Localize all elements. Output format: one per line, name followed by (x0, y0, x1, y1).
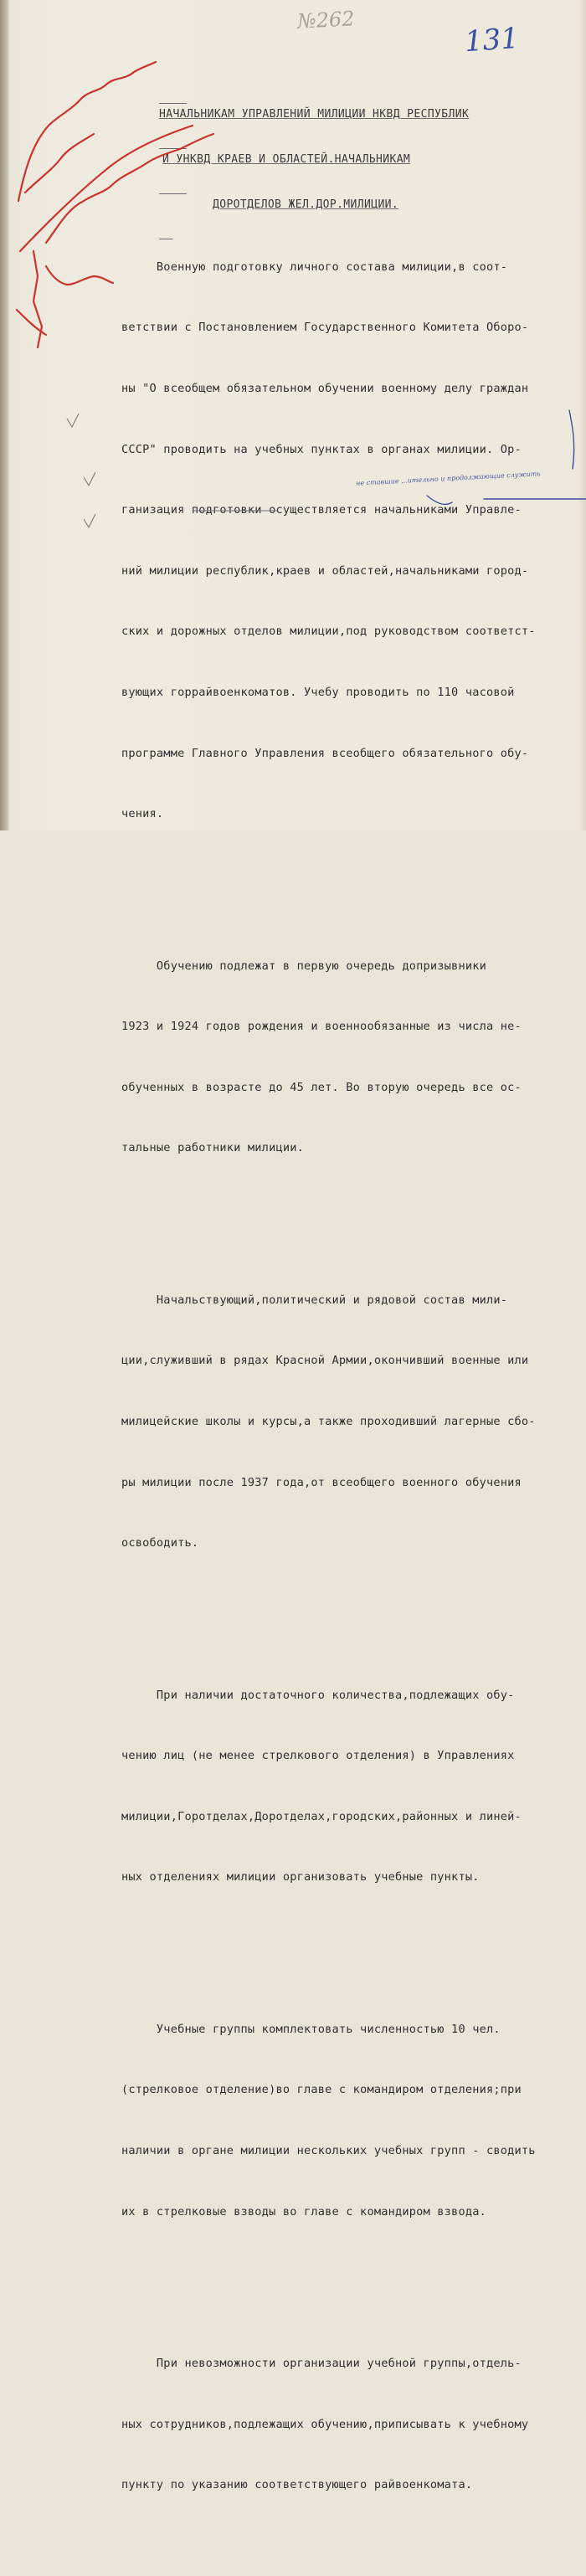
text-line: ветствии с Постановлением Государственного Комитета Оборо- (121, 321, 529, 335)
text-line: Начальствующий,политический и рядовой состав мили- (121, 1293, 508, 1307)
text-line: их в стрелковые взводы во главе с командиром взвода. (121, 2204, 486, 2219)
margin-check (67, 414, 79, 427)
text-line: ных сотрудников,подлежащих обучению,приписывать к учебному (121, 2417, 529, 2431)
pencil-marks (67, 414, 278, 527)
margin-check (84, 514, 95, 527)
text-line: чению лиц (не менее стрелкового отделения) в Управлениях (121, 1749, 515, 1763)
red-scrawl-middle (46, 134, 213, 243)
text-line: ции,служивший в рядах Красной Армии,окончивший военные или (121, 1354, 529, 1368)
handwriting-overlay (0, 0, 586, 830)
paragraph (121, 915, 573, 1199)
text-line: ний милиции республик,краев и областей,начальниками город- (121, 563, 529, 578)
text-line: освободить. (121, 1536, 199, 1550)
red-tick (17, 310, 46, 335)
text-line: ных отделениях милиции организовать учебные пункты. (121, 1870, 480, 1884)
blue-margin-mark (569, 410, 574, 469)
text-line: милицейские школы и курсы,а также проходивший лагерные сбо- (121, 1414, 536, 1428)
text-line: (стрелковое отделение)во главе с командиром отделения;при (121, 2083, 522, 2097)
blue-ink-edits (427, 410, 586, 504)
text-line: Учебные группы комплектовать численностью 10 чел. (121, 2022, 501, 2036)
paragraph (121, 1644, 573, 1928)
text-line: При невозможности организации учебной группы,отдель- (121, 2356, 522, 2370)
header-line: НАЧАЛЬНИКАМ УПРАВЛЕНИЙ МИЛИЦИИ НКВД РЕСПУБЛИК (159, 108, 470, 121)
text-line: программе Главного Управления всеобщего обязательного обу- (121, 746, 529, 760)
text-line: Обучению подлежат в первую очередь допризывники (121, 959, 486, 973)
text-line: милиции,Горотделах,Доротделах,городских,районных и линей- (121, 1809, 522, 1823)
text-line: Военную подготовку личного состава милиции,в соот- (121, 260, 508, 274)
text-line: 1923 и 1924 годов рождения и военнообязанные из числа не- (121, 1020, 522, 1034)
margin-check (84, 472, 95, 486)
paragraph (121, 2313, 573, 2536)
text-line: ны "О всеобщем обязательном обучении военному делу граждан (121, 382, 529, 395)
folio-number: 131 (463, 21, 521, 59)
text-line: чения. (121, 807, 164, 821)
text-line: ганизация подготовки осуществляется начальниками Управле- (121, 503, 522, 517)
handwritten-insert-note: не ставшие ...ительно и продолжающие служить (355, 470, 541, 487)
text-line: тальные работники милиции. (121, 1141, 304, 1155)
text-line: ры милиции после 1937 года,от всеобщего военного обучения (121, 1475, 522, 1489)
text-line: ских и дорожных отделов милиции,под руководством соответст- (121, 625, 536, 639)
text-line: пункту по указанию соответствующего райвоенкомата. (121, 2478, 473, 2492)
text-line: СССР" проводить на учебных пунктах в органах милиции. Ор- (121, 442, 522, 456)
red-pencil-resolution (17, 62, 213, 347)
header-line: И УНКВД КРАЕВ И ОБЛАСТЕЙ.НАЧАЛЬНИКАМ (162, 153, 411, 166)
blue-caret (427, 496, 452, 504)
archive-pencil-number: №262 (296, 7, 356, 33)
text-line: При наличии достаточного количества,подлежащих обу- (121, 1688, 515, 1702)
text-line: вующих горрайвоенкоматов. Учебу проводить по 110 часовой (121, 685, 515, 699)
paragraph (121, 1978, 573, 2262)
red-scrawl-line (25, 134, 94, 193)
red-date-stroke (33, 251, 42, 347)
text-line: наличии в органе милиции нескольких учебных групп - сводить (121, 2143, 536, 2157)
header-line: ДОРОТДЕЛОВ ЖЕЛ.ДОР.МИЛИЦИИ. (213, 198, 399, 211)
text-line: обученных в возрасте до 45 лет. Во вторую очередь все ос- (121, 1080, 522, 1094)
red-date-stroke-2 (46, 266, 113, 285)
paragraph (121, 1249, 573, 1593)
